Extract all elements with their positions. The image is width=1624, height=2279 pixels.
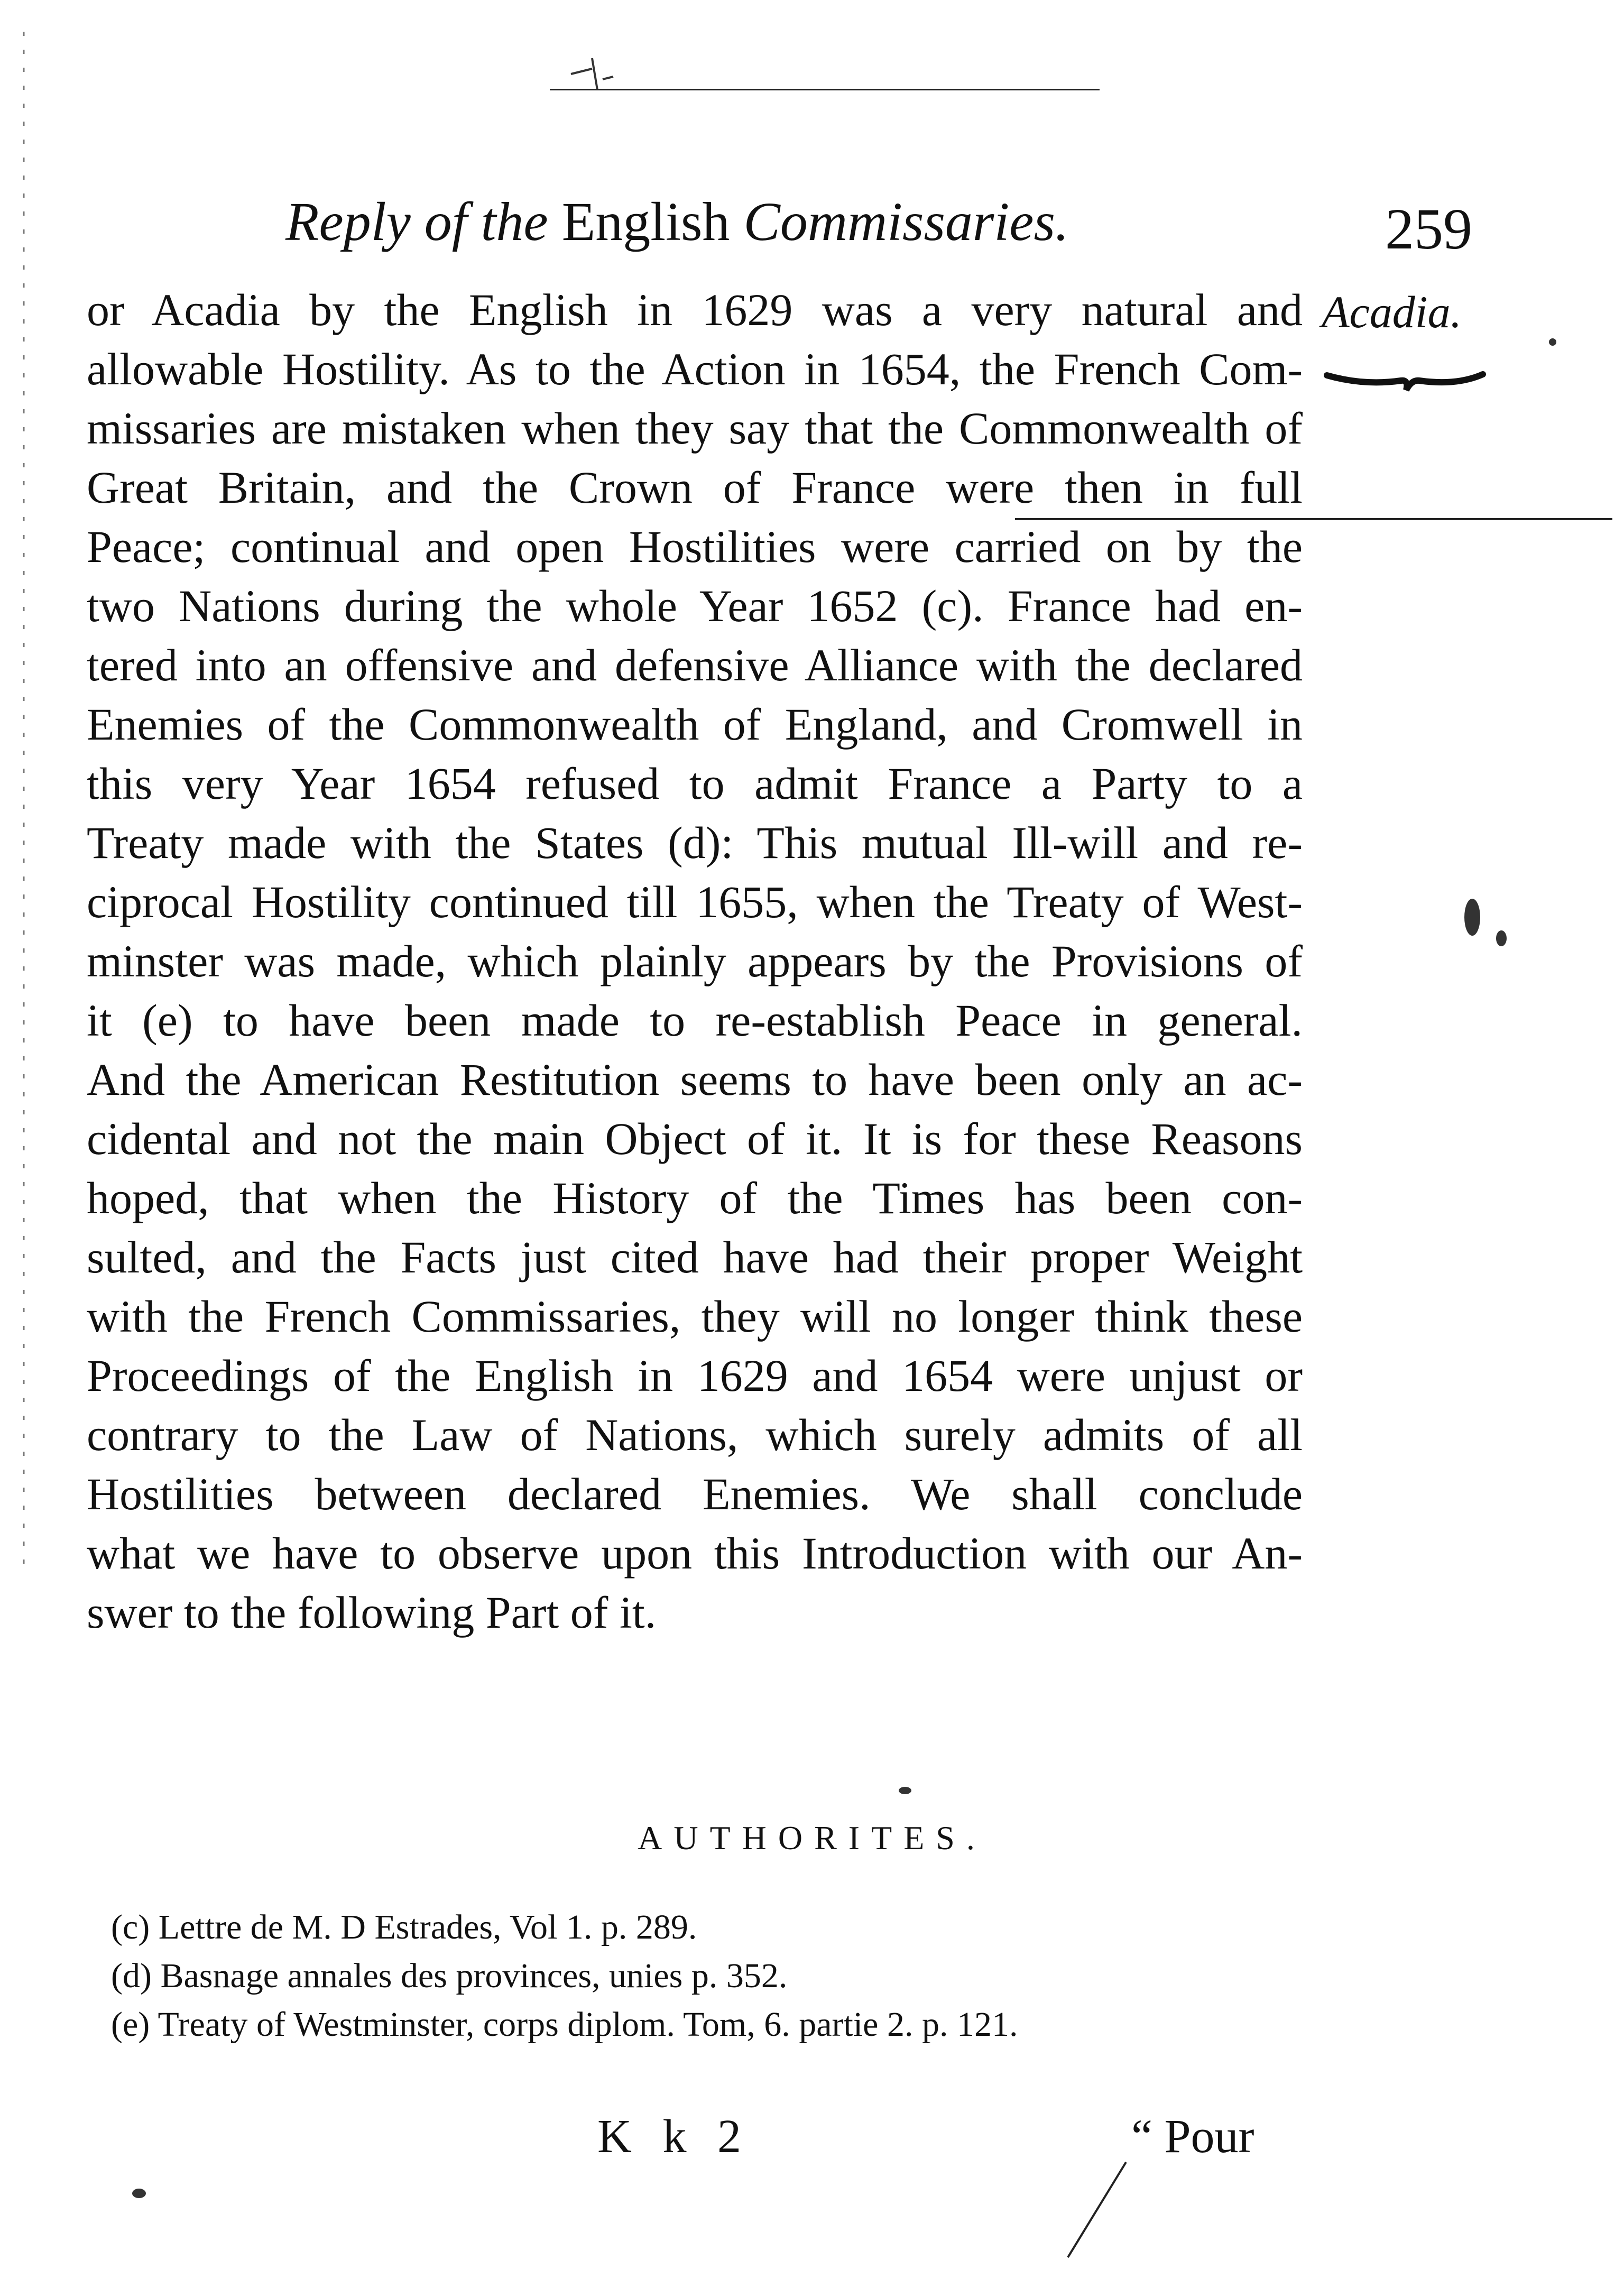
body-line: this very Year 1654 refused to admit France a Party to a bbox=[87, 758, 1303, 809]
body-line: swer to the following Part of it. bbox=[87, 1587, 657, 1638]
running-head-word: Commissaries. bbox=[743, 191, 1069, 252]
margin-note: Acadia. bbox=[1322, 287, 1462, 337]
ink-blot bbox=[1464, 899, 1480, 936]
body-line: Proceedings of the English in 1629 and 1654 were unjust or bbox=[87, 1350, 1303, 1401]
ink-speck bbox=[132, 2189, 146, 2198]
binding-dots-icon bbox=[20, 32, 27, 1565]
footnote: (e) Treaty of Westminster, corps diplom. Tom, 6. partie 2. p. 121. bbox=[111, 2005, 1018, 2044]
body-line: ciprocal Hostility continued till 1655, when the Treaty of West- bbox=[87, 876, 1303, 927]
body-line: sulted, and the Facts just cited have had their proper Weight bbox=[87, 1232, 1303, 1282]
margin-brace bbox=[1322, 365, 1491, 399]
ink-speck bbox=[1549, 338, 1556, 346]
body-line: cidental and not the main Object of it. It is for these Reasons bbox=[87, 1113, 1303, 1164]
running-head-word: English bbox=[561, 191, 730, 252]
footnote: (c) Lettre de M. D Estrades, Vol 1. p. 289. bbox=[111, 1908, 697, 1946]
brace-icon bbox=[1322, 365, 1491, 396]
authorities-notes bbox=[111, 1903, 1018, 2049]
body-line: missaries are mistaken when they say that the Commonwealth of bbox=[87, 403, 1303, 454]
binding-edge-noise bbox=[20, 32, 27, 1565]
body-line: it (e) to have been made to re-establish Peace in general. bbox=[87, 995, 1303, 1046]
footnote: (d) Basnage annales des provinces, unies p. 352. bbox=[111, 1957, 788, 1995]
signature-mark: K k 2 bbox=[597, 2110, 751, 2163]
running-head-word: the bbox=[481, 191, 548, 252]
body-line: two Nations during the whole Year 1652 (c). France had en- bbox=[87, 580, 1303, 631]
body-line: Treaty made with the States (d): This mutual Ill-will and re- bbox=[87, 817, 1303, 868]
ink-slash bbox=[1057, 2157, 1131, 2265]
body-line: allowable Hostility. As to the Action in 1654, the French Com- bbox=[87, 344, 1303, 394]
body-line: contrary to the Law of Nations, which surely admits of all bbox=[87, 1409, 1303, 1460]
body-line: what we have to observe upon this Introduction with our An- bbox=[87, 1528, 1303, 1579]
body-line: or Acadia by the English in 1629 was a very natural and bbox=[87, 284, 1303, 335]
ink-blot bbox=[1496, 930, 1507, 946]
body-line: And the American Restitution seems to have been only an ac- bbox=[87, 1054, 1303, 1105]
body-line: minster was made, which plainly appears by the Provisions of bbox=[87, 936, 1303, 986]
body-line: tered into an offensive and defensive Alliance with the declared bbox=[87, 640, 1303, 690]
body-text bbox=[87, 280, 1303, 1642]
ink-speck bbox=[899, 1787, 911, 1794]
running-head bbox=[285, 190, 1069, 253]
running-head-word: Reply bbox=[285, 191, 411, 252]
body-line: Peace; continual and open Hostilities were carried on by the bbox=[87, 521, 1303, 572]
running-head-word: of bbox=[424, 191, 467, 252]
authorities-heading: AUTHORITES. bbox=[638, 1819, 986, 1857]
body-line: with the French Commissaries, they will no longer think these bbox=[87, 1291, 1303, 1342]
catchword: “ Pour bbox=[1131, 2110, 1254, 2163]
page-number: 259 bbox=[1385, 197, 1472, 261]
top-pen-mark bbox=[560, 48, 624, 105]
body-line: hoped, that when the History of the Times has been con- bbox=[87, 1173, 1303, 1223]
body-line: Great Britain, and the Crown of France were then in full bbox=[87, 462, 1303, 513]
top-rule bbox=[550, 89, 1100, 90]
body-line: Enemies of the Commonwealth of England, and Cromwell in bbox=[87, 699, 1303, 750]
body-line: Hostilities between declared Enemies. We shall conclude bbox=[87, 1469, 1303, 1519]
